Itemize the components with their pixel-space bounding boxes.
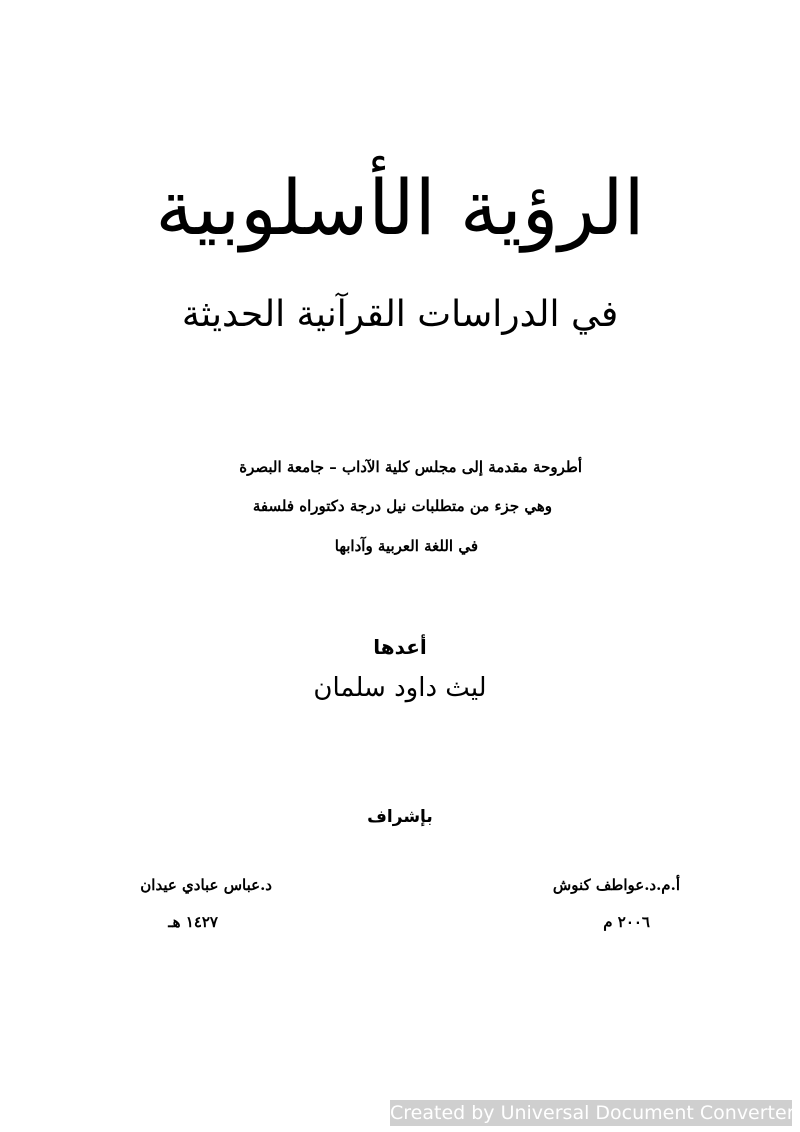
date-gregorian: ٢٠٠٦ م [603,913,650,931]
description-line-3: في اللغة العربية وآدابها [334,537,478,555]
thesis-title: الرؤية الأسلوبية [155,163,645,252]
supervisor-1: أ.م.د.عواطف كنوش [552,876,680,894]
watermark: Created by Universal Document Converter [390,1102,795,1124]
supervision-label: بإشراف [367,807,433,827]
thesis-subtitle: في الدراسات القرآنية الحديثة [181,294,619,335]
description-line-2: وهي جزء من متطلبات نيل درجة دكتوراه فلسفة [252,497,552,515]
date-hijri: ١٤٢٧ هـ [168,913,218,931]
supervisor-2: د.عباس عبادي عيدان [140,876,272,894]
description-line-1: أطروحة مقدمة إلى مجلس كلية الآداب – جامعة البصرة [239,458,582,476]
author-name: ليث داود سلمان [313,673,487,703]
prepared-by-label: أعدها [373,635,427,659]
